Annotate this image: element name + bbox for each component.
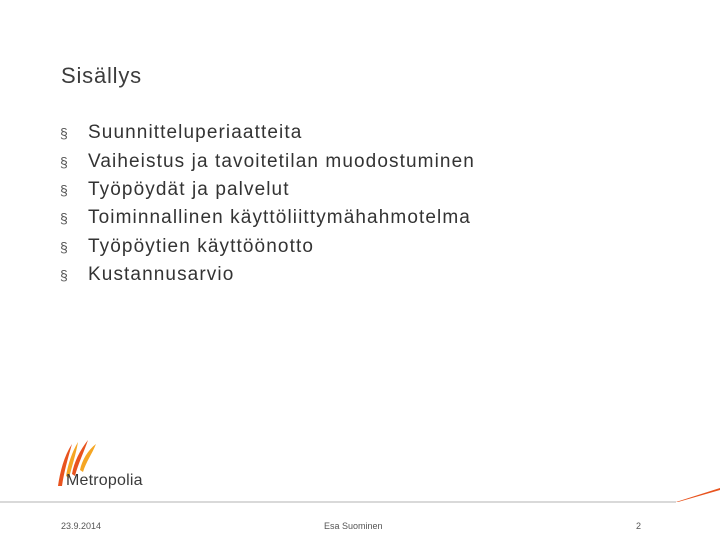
list-item [60, 176, 475, 204]
bullet-marker: § [60, 210, 69, 227]
footer-divider [0, 486, 720, 508]
bullet-text: Työpöytien käyttöönotto [88, 235, 314, 257]
bullet-text: Toiminnallinen käyttöliittymähahmotelma [88, 207, 471, 229]
list-item [60, 147, 475, 175]
list-item [60, 204, 475, 232]
list-item [60, 233, 475, 261]
list-item [60, 261, 475, 289]
page-number: 2 [636, 521, 642, 531]
slide-title: Sisällys [61, 63, 142, 88]
bullet-text: Kustannusarvio [88, 264, 235, 286]
bullet-marker: § [60, 181, 69, 198]
bullet-marker: § [60, 238, 69, 255]
bullet-marker: § [60, 125, 69, 142]
bullet-text: Työpöydät ja palvelut [88, 178, 290, 200]
footer-date: 23.9.2014 [61, 521, 102, 531]
metropolia-logo-text: Metropolia [66, 472, 143, 489]
footer-author: Esa Suominen [324, 521, 383, 531]
bullet-marker: § [60, 267, 69, 284]
bullet-text: Suunnitteluperiaatteita [88, 122, 303, 144]
list-item [60, 119, 475, 147]
bullet-list [60, 119, 475, 289]
bullet-text: Vaiheistus ja tavoitetilan muodostuminen [88, 150, 475, 172]
bullet-marker: § [60, 153, 69, 170]
